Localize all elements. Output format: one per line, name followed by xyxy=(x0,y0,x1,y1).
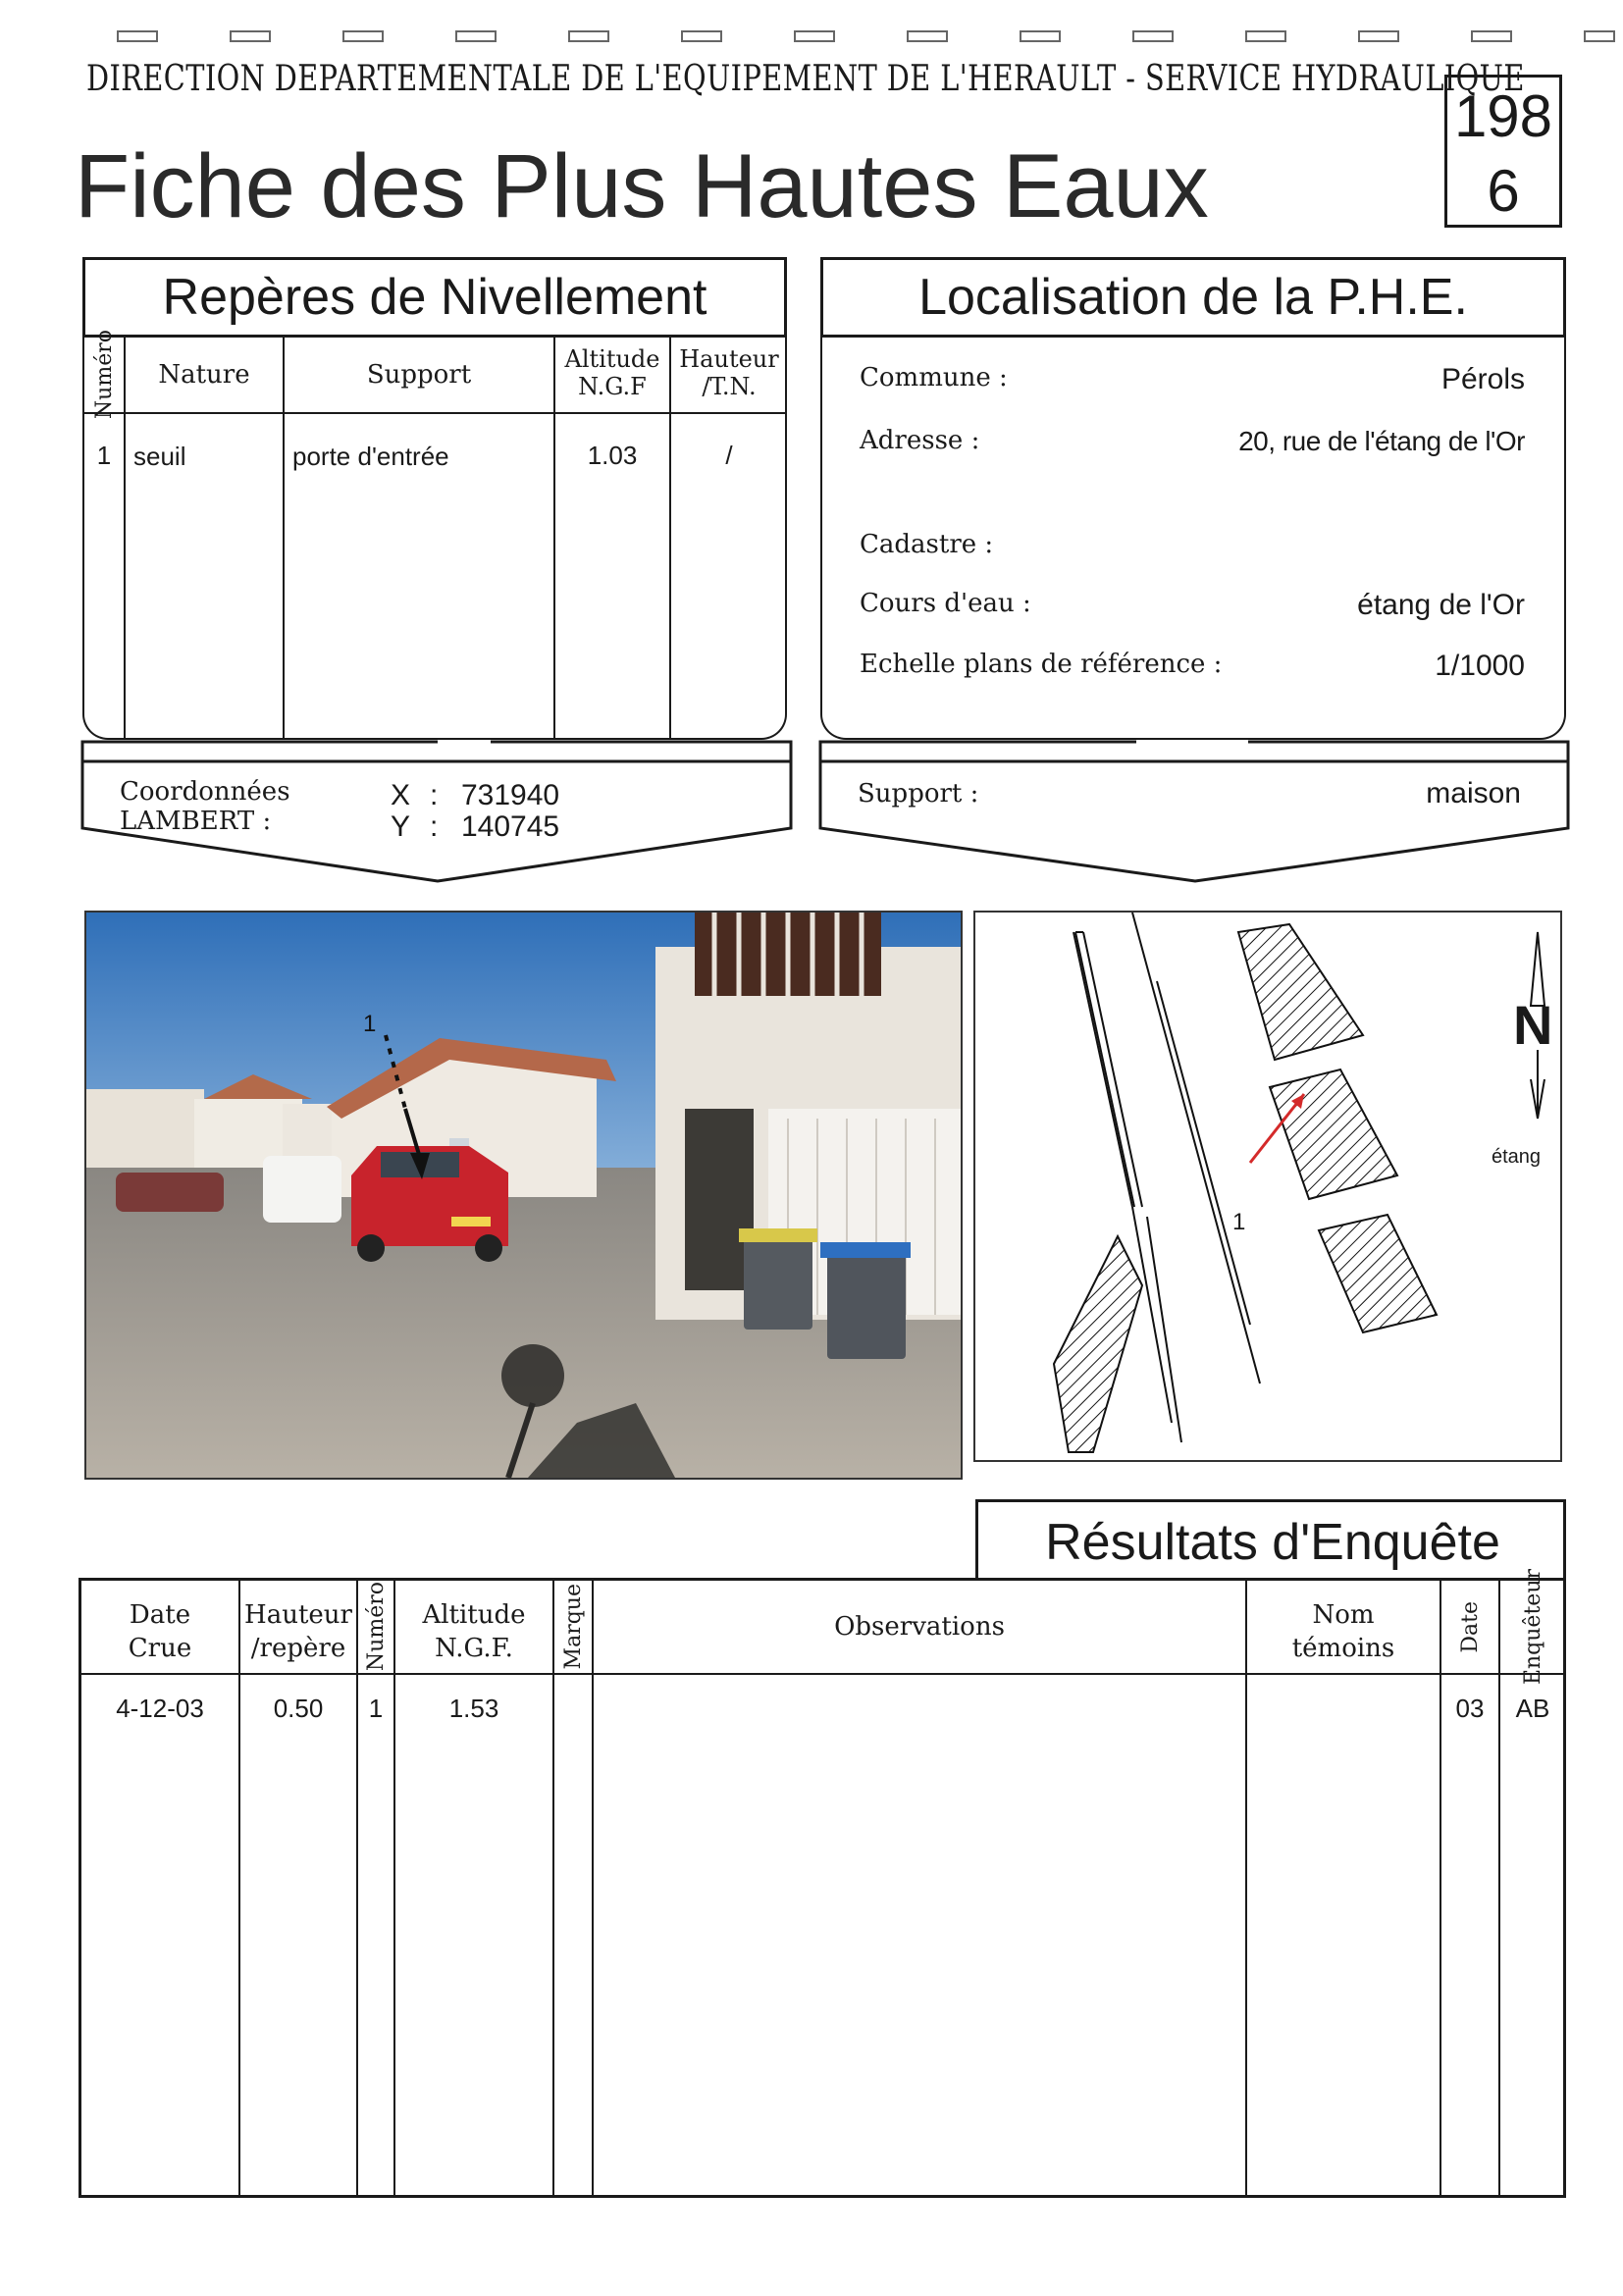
resultats-col-nom-l2: témoins xyxy=(1291,1634,1395,1663)
support-banner xyxy=(816,734,1572,887)
echelle-label: Echelle plans de référence : xyxy=(860,650,1223,679)
reperes-col-hauteur xyxy=(671,345,787,412)
adresse-value: 20, rue de l'étang de l'Or xyxy=(1238,426,1525,456)
resultats-row-altitude: 1.53 xyxy=(448,1693,499,1723)
resultats-col-date-crue-l2: Crue xyxy=(128,1634,192,1663)
site-photo xyxy=(84,911,963,1480)
resultats-row-date-crue: 4-12-03 xyxy=(116,1693,204,1723)
resultats-row-nom xyxy=(1253,1691,1436,1726)
resultats-row-observations xyxy=(602,1691,1239,1726)
resultats-col-observations: Observations xyxy=(834,1612,1005,1642)
reperes-table xyxy=(82,330,787,740)
reperes-col-hauteur-l2: /T.N. xyxy=(702,373,757,400)
reperes-col-nature: Nature xyxy=(158,360,250,390)
location-map xyxy=(973,911,1562,1462)
coordonnees-x-value: 731940 xyxy=(461,779,560,811)
coordonnees-y-sep: : xyxy=(430,810,439,843)
reperes-row-support: porte d'entrée xyxy=(292,442,449,471)
coordonnees-x-label: X xyxy=(391,779,411,811)
north-label: N xyxy=(1513,994,1553,1056)
photo-marker-label: 1 xyxy=(363,1011,377,1037)
resultats-col-nom-l1: Nom xyxy=(1312,1600,1375,1630)
coordonnees-x-sep: : xyxy=(430,779,439,811)
localisation-title-box: Localisation de la P.H.E. xyxy=(820,257,1566,338)
resultats-title-box xyxy=(975,1499,1566,1580)
resultats-col-date-crue xyxy=(81,1598,238,1673)
reperes-col-altitude xyxy=(555,345,669,412)
map-marker-label: 1 xyxy=(1232,1209,1246,1235)
resultats-col-hauteur xyxy=(240,1598,356,1673)
coordonnees-banner xyxy=(79,734,795,887)
reperes-col-support: Support xyxy=(366,360,472,390)
resultats-col-altitude-l1: Altitude xyxy=(422,1600,526,1630)
punch-holes xyxy=(59,29,1619,43)
reperes-row-numero: 1 xyxy=(96,440,112,470)
site-photo-illustration xyxy=(86,913,961,1478)
resultats-col-hauteur-l2: /repère xyxy=(250,1634,346,1663)
adresse-label: Adresse : xyxy=(860,426,980,455)
resultats-table xyxy=(79,1568,1566,2198)
punch-holes-strip xyxy=(59,29,1619,43)
fiche-number-box xyxy=(1444,75,1562,228)
reperes-col-numero: Numéro xyxy=(91,330,117,420)
map-drawing xyxy=(975,913,1560,1460)
resultats-col-altitude-l2: N.G.F. xyxy=(435,1634,513,1663)
resultats-col-date: Date xyxy=(1457,1600,1483,1653)
resultats-col-altitude xyxy=(395,1598,552,1673)
direction-header: DIRECTION DEPARTEMENTALE DE L'EQUIPEMENT DE L'HERAULT - SERVICE HYDRAULIQUE xyxy=(86,59,1525,99)
commune-label: Commune : xyxy=(860,363,1008,392)
resultats-row-numero: 1 xyxy=(368,1693,384,1723)
reperes-col-altitude-l1: Altitude xyxy=(564,345,660,373)
red-car xyxy=(351,1146,508,1262)
cadastre-label: Cadastre : xyxy=(860,530,994,559)
resultats-row-enqueteur: AB xyxy=(1515,1693,1550,1723)
coordonnees-y-label: Y xyxy=(391,810,411,843)
resultats-row-marque xyxy=(554,1691,592,1726)
fiche-number-bottom: 6 xyxy=(1487,157,1520,224)
coordonnees-label: Coordonnées LAMBERT : xyxy=(120,777,290,836)
resultats-col-numero: Numéro xyxy=(363,1582,389,1672)
reperes-row-hauteur: / xyxy=(725,440,733,470)
reperes-col-altitude-l2: N.G.F xyxy=(578,373,647,400)
resultats-col-date-crue-l1: Date xyxy=(129,1600,191,1630)
resultats-row-hauteur: 0.50 xyxy=(273,1693,324,1723)
cadastre-value xyxy=(1117,530,1525,569)
reperes-col-hauteur-l1: Hauteur xyxy=(679,345,779,373)
resultats-col-hauteur-l1: Hauteur xyxy=(244,1600,352,1630)
reperes-row-altitude: 1.03 xyxy=(587,440,638,470)
water-label: étang xyxy=(1492,1146,1542,1168)
support-value: maison xyxy=(1426,777,1521,809)
commune-value: Pérols xyxy=(1440,363,1525,395)
resultats-col-nom xyxy=(1247,1598,1440,1673)
fiche-number-top: 198 xyxy=(1453,82,1553,149)
localisation-box xyxy=(820,338,1566,740)
coordonnees-y-value: 140745 xyxy=(461,810,560,843)
cours-eau-value: étang de l'Or xyxy=(1357,589,1525,621)
resultats-row-date: 03 xyxy=(1455,1693,1485,1723)
resultats-title: Résultats d'Enquête xyxy=(1045,1514,1500,1571)
cours-eau-label: Cours d'eau : xyxy=(860,589,1031,618)
reperes-title-box: Repères de Nivellement xyxy=(82,257,787,338)
support-label: Support : xyxy=(858,779,979,809)
reperes-row-nature: seuil xyxy=(133,442,186,471)
echelle-value: 1/1000 xyxy=(1435,650,1525,682)
resultats-col-enqueteur: Enquêteur xyxy=(1520,1568,1545,1686)
resultats-col-marque: Marque xyxy=(560,1584,586,1670)
page-title: Fiche des Plus Hautes Eaux xyxy=(75,136,1209,236)
